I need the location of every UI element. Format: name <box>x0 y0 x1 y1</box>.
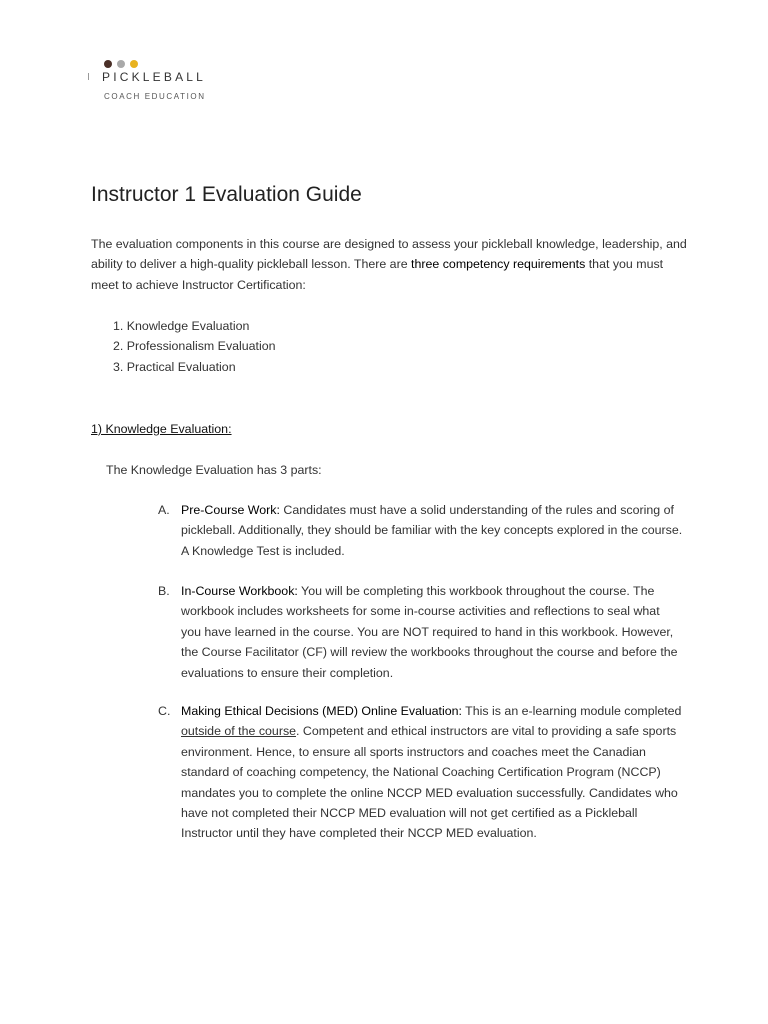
intro-text-after: that you must meet to achieve Instructor Certification: <box>91 257 664 292</box>
item-text: You will be completing this workbook throughout the course. The workbook includes worksheets for some in-course activities and reflections to seal what you have learned in the course. You are NOT required to hand in this workbook. However, the Course Facilitator (CF) will review the workbooks throughout the course and before the evaluations to ensure their completion. <box>181 584 678 680</box>
list-item: 2. Professionalism Evaluation <box>113 339 276 354</box>
section-heading-knowledge: 1) Knowledge Evaluation: <box>91 422 232 436</box>
item-text: Candidates must have a solid understanding of the rules and scoring of pickleball. Additionally, they should be familiar with the key concepts explored in the course. A Knowledge Test is included. <box>181 503 683 558</box>
item-letter: C. <box>158 704 171 718</box>
item-text-post: . Competent and ethical instructors are vital to providing a safe sports environment. Hence, to ensure all sports instructors and coaches meet the Canadian standard of coaching competency, the National Coaching Certification Program (NCCP) mandates you to complete the online NCCP MED evaluation successfully. Candidates who have not completed their NCCP MED evaluation will not get certified as a Pickleball Instructor until they have completed their NCCP MED evaluation. <box>181 724 678 841</box>
logo-subtitle: COACH EDUCATION <box>104 92 206 101</box>
logo-dot-grey <box>117 60 125 68</box>
item-lead: Making Ethical Decisions (MED) Online Evaluation: <box>181 704 462 718</box>
item-lead: In-Course Workbook: <box>181 584 298 598</box>
logo-dot-yellow <box>130 60 138 68</box>
item-letter: B. <box>158 584 170 598</box>
item-lead: Pre-Course Work: <box>181 503 280 517</box>
list-item-a <box>158 500 683 561</box>
list-item: 1. Knowledge Evaluation <box>113 319 250 333</box>
list-item-c <box>158 701 683 844</box>
logo-brand: PICKLEBALL <box>102 70 207 84</box>
logo-dot-brown <box>104 60 112 68</box>
page-title: Instructor 1 Evaluation Guide <box>91 183 362 206</box>
intro-paragraph <box>91 234 691 295</box>
item-underlined-text: outside of the course <box>181 724 297 739</box>
intro-text-before: The evaluation components in this course are designed to assess your pickleball knowledge, leadership, and ability to deliver a high-quality pickleball lesson. There are <box>91 237 687 272</box>
item-text-pre: This is an e-learning module completed <box>461 704 682 718</box>
logo-tick <box>88 73 89 80</box>
list-item: 3. Practical Evaluation <box>113 359 236 374</box>
requirements-list <box>113 316 276 377</box>
knowledge-intro: The Knowledge Evaluation has 3 parts: <box>106 463 322 477</box>
intro-emphasis: three competency requirements <box>411 257 586 272</box>
item-letter: A. <box>158 503 170 517</box>
list-item-b <box>158 581 683 683</box>
